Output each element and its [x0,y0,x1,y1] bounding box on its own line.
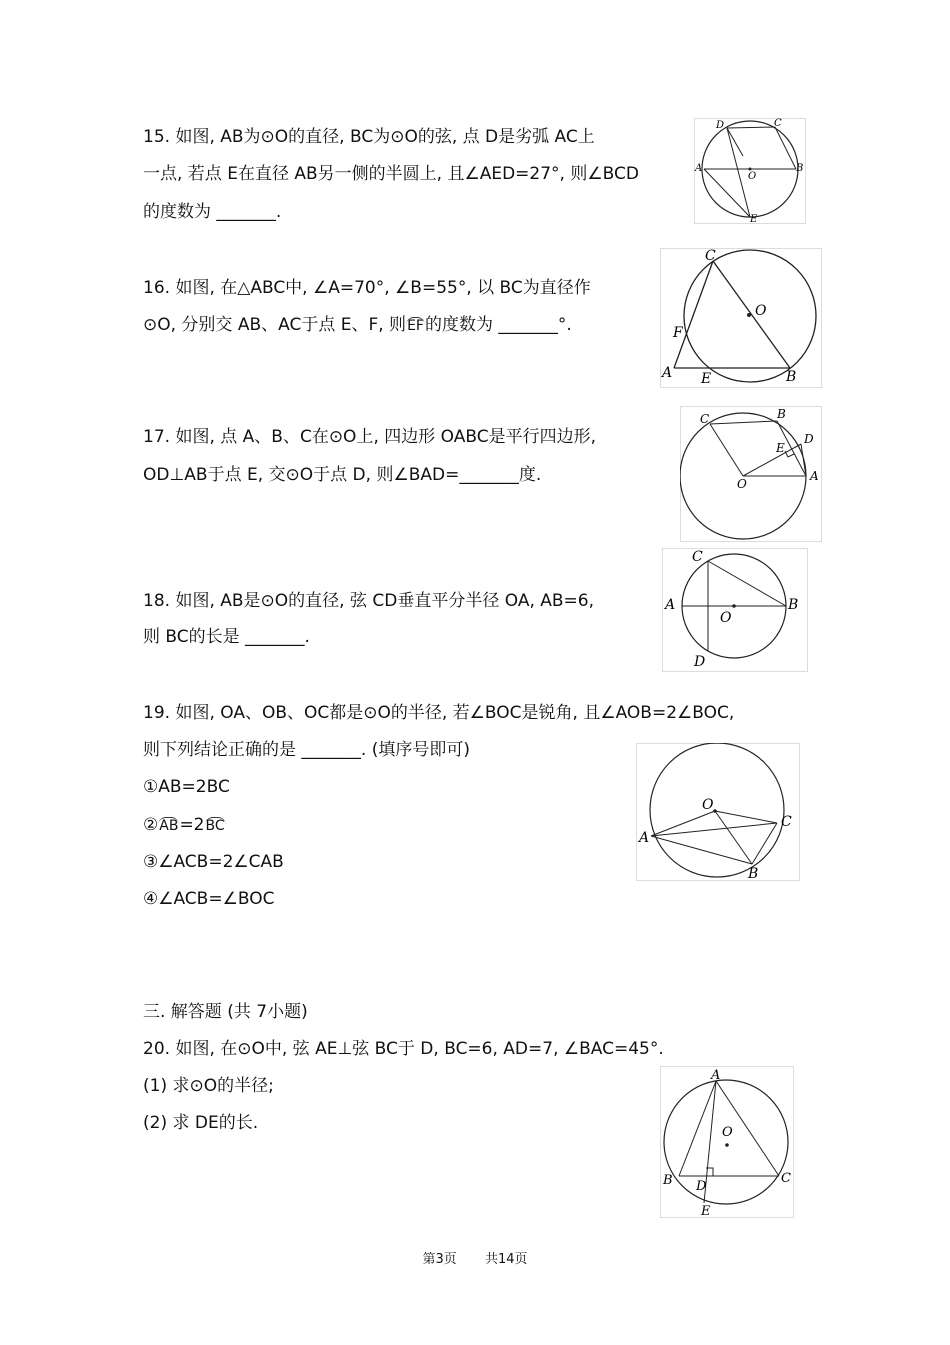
q18-label-B: B [788,597,799,613]
q15-figure [694,118,806,224]
q15-label-D: D [716,120,725,131]
q20-label-O: O [722,1125,733,1140]
q19-arc-AB: AB [159,818,179,834]
q15-label-E: E [750,214,758,224]
q15-label-O: O [748,171,757,182]
q20-label-C: C [781,1171,791,1186]
page-number: 第3页 [422,1252,457,1267]
q19-option-2-prefix: ② [143,815,159,835]
q19-option-2-mid: =2 [179,815,205,835]
q20-part1: (1) 求⊙O的半径; [143,1076,274,1096]
q17-line1: 17. 如图, 点 A、B、C在⊙O上, 四边形 OABC是平行四边形, [143,427,596,447]
q16-label-B: B [786,369,797,385]
q20-line1: 20. 如图, 在⊙O中, 弦 AE⊥弦 BC于 D, BC=6, AD=7, ∠BAC=45°. [143,1039,664,1059]
q17-figure [680,406,822,542]
q19-line1: 19. 如图, OA、OB、OC都是⊙O的半径, 若∠BOC是锐角, 且∠AOB=2∠BOC, [143,703,735,723]
q15-label-B: B [796,163,804,174]
q15-label-C: C [774,118,782,129]
q17-label-E: E [776,441,785,455]
q18-figure [662,548,808,672]
q19-option-2 [143,814,226,837]
q18-line1: 18. 如图, AB是⊙O的直径, 弦 CD垂直平分半径 OA, AB=6, [143,591,595,611]
q16-line2 [143,314,572,337]
q20-label-A: A [711,1068,721,1083]
q19-label-B: B [748,866,759,881]
q16-line2b: 的度数为 _______°. [424,315,572,335]
q15-line2: 一点, 若点 E在直径 AB另一侧的半圆上, 且∠AED=27°, 则∠BCD [143,164,639,184]
q18-label-C: C [692,549,703,565]
q20-label-B: B [663,1173,673,1188]
q16-arc-EF: EF [407,318,424,334]
q15-line3: 的度数为 _______. [143,202,282,222]
q16-label-C: C [705,248,716,264]
q15-label-A: A [695,163,703,174]
q20-figure [660,1066,794,1218]
q20-part2: (2) 求 DE的长. [143,1113,259,1133]
q16-line1: 16. 如图, 在△ABC中, ∠A=70°, ∠B=55°, 以 BC为直径作 [143,278,591,298]
q19-arc-BC: BC [205,818,225,834]
q15-line1: 15. 如图, AB为⊙O的直径, BC为⊙O的弦, 点 D是劣弧 AC上 [143,127,595,147]
section-3-heading: 三. 解答题 (共 7小题) [143,1002,308,1022]
q19-option-4: ④∠ACB=∠BOC [143,889,275,909]
q17-line2: OD⊥AB于点 E, 交⊙O于点 D, 则∠BAD=_______度. [143,465,542,485]
q19-label-A: A [639,830,650,846]
q18-label-D: D [694,654,706,670]
q16-label-O: O [755,303,767,319]
q16-label-A: A [662,365,673,381]
q17-label-A: A [810,469,819,483]
q17-label-B: B [777,407,786,421]
total-pages: 共14页 [484,1252,528,1267]
q17-label-D: D [804,432,814,446]
q17-label-C: C [700,412,710,426]
q16-label-F: F [673,325,683,341]
q19-option-3: ③∠ACB=2∠CAB [143,852,284,872]
q19-line2: 则下列结论正确的是 _______. (填序号即可) [143,740,470,760]
q19-label-C: C [781,814,792,830]
q18-label-A: A [665,597,676,613]
page-footer [0,1248,950,1267]
q18-line2: 则 BC的长是 _______. [143,627,310,647]
q17-label-O: O [737,477,747,491]
q20-label-D: D [696,1179,707,1194]
q16-figure [660,248,822,388]
q19-option-1: ①AB=2BC [143,777,230,797]
q16-label-E: E [701,371,712,387]
q18-label-O: O [720,610,732,626]
q19-figure [636,743,800,881]
q20-label-E: E [701,1204,711,1218]
q19-label-O: O [702,797,714,813]
q16-line2a: ⊙O, 分别交 AB、AC于点 E、F, 则 [143,315,407,335]
